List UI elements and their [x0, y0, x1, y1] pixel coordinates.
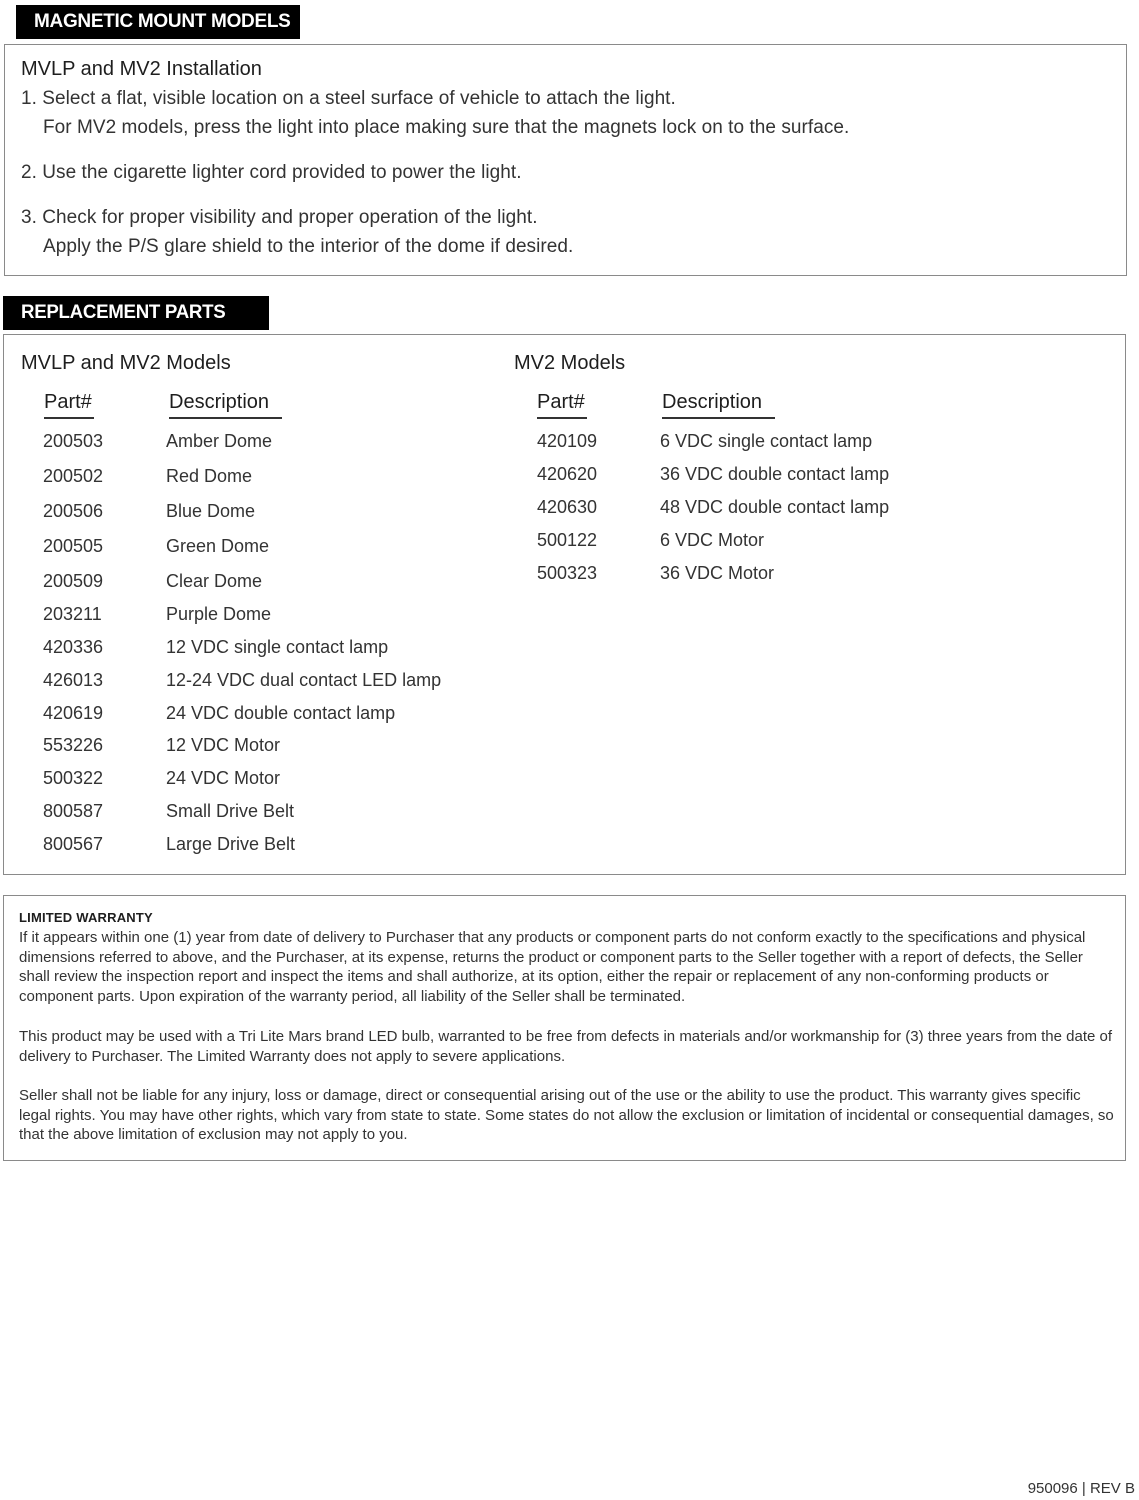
right-row-3-desc: 6 VDC Motor	[660, 530, 765, 550]
left-row-2-part: 200506	[43, 501, 104, 521]
install-step-3-line-2: Apply the P/S glare shield to the interior of the dome if desired.	[43, 236, 574, 257]
install-title: MVLP and MV2 Installation	[21, 58, 262, 80]
warranty-title: LIMITED WARRANTY	[19, 910, 153, 925]
install-step-2-line-1: 2. Use the cigarette lighter cord provided to power the light.	[21, 162, 522, 183]
warranty-paragraph-3: Seller shall not be liable for any injury, loss or damage, direct or consequential arising out of the use or the ability to use the product. This warranty gives specific legal rights. You may have other rights, which vary from state to state. Some states do not allow the exclusion or limitation of incidental or consequential damages, so that the above limitation of exclusion may not apply to you.	[19, 1087, 1114, 1144]
left-row-9-desc: 12 VDC Motor	[166, 735, 281, 755]
left-row-6-part: 420336	[43, 637, 104, 657]
warranty-paragraph-1: If it appears within one (1) year from date of delivery to Purchaser that any products or component parts do not conform exactly to the specifications and physical dimensions referred to above, and the Purchaser, at its expense, returns the product or component parts to the Seller together with a report of defects, the Seller shall review the inspection report and inspect the items and shall authorize, at its option, either the repair or replacement of any non-conforming products or component parts. Upon expiration of the warranty period, all liability of the Seller shall be terminated.	[19, 929, 1086, 1005]
left-row-8-part: 420619	[43, 703, 104, 723]
left-row-12-part: 800567	[43, 834, 104, 854]
left-row-8-desc: 24 VDC double contact lamp	[166, 703, 396, 723]
right-table-heading: MV2 Models	[514, 352, 626, 374]
left-table-col-desc-underline	[169, 417, 282, 419]
right-row-2-desc: 48 VDC double contact lamp	[660, 497, 890, 517]
install-section-tab-label: MAGNETIC MOUNT MODELS	[34, 11, 291, 32]
left-row-10-part: 500322	[43, 768, 104, 788]
left-row-11-desc: Small Drive Belt	[166, 801, 295, 821]
left-row-1-desc: Red Dome	[166, 466, 253, 486]
left-row-6-desc: 12 VDC single contact lamp	[166, 637, 389, 657]
left-row-11-part: 800587	[43, 801, 104, 821]
right-row-3-part: 500122	[537, 530, 598, 550]
right-row-0-desc: 6 VDC single contact lamp	[660, 431, 873, 451]
left-row-0-part: 200503	[43, 431, 104, 451]
left-row-3-desc: Green Dome	[166, 536, 270, 556]
left-row-3-part: 200505	[43, 536, 104, 556]
left-row-1-part: 200502	[43, 466, 104, 486]
left-row-4-part: 200509	[43, 571, 104, 591]
left-table-col-part: Part#	[44, 391, 92, 413]
left-row-9-part: 553226	[43, 735, 104, 755]
left-table-col-desc: Description	[169, 391, 270, 413]
right-row-0-part: 420109	[537, 431, 598, 451]
right-table-col-desc-underline	[662, 417, 775, 419]
left-row-2-desc: Blue Dome	[166, 501, 256, 521]
left-row-10-desc: 24 VDC Motor	[166, 768, 281, 788]
left-row-5-desc: Purple Dome	[166, 604, 272, 624]
left-row-12-desc: Large Drive Belt	[166, 834, 296, 854]
install-step-1-line-2: For MV2 models, press the light into place making sure that the magnets lock on to the surface.	[43, 117, 850, 138]
right-row-4-part: 500323	[537, 563, 598, 583]
left-row-5-part: 203211	[43, 604, 102, 624]
right-table-col-desc: Description	[662, 391, 763, 413]
right-row-1-desc: 36 VDC double contact lamp	[660, 464, 890, 484]
left-row-4-desc: Clear Dome	[166, 571, 263, 591]
right-table-col-part: Part#	[537, 391, 585, 413]
right-table-col-part-underline	[537, 417, 587, 419]
left-row-7-desc: 12-24 VDC dual contact LED lamp	[166, 670, 442, 690]
parts-section-tab-label: REPLACEMENT PARTS LIST	[21, 302, 226, 357]
parts-section-tab	[3, 296, 269, 357]
left-row-7-part: 426013	[43, 670, 104, 690]
right-row-4-desc: 36 VDC Motor	[660, 563, 775, 583]
install-step-1-line-1: 1. Select a flat, visible location on a steel surface of vehicle to attach the light.	[21, 88, 676, 109]
left-table-heading: MVLP and MV2 Models	[21, 352, 231, 374]
warranty-paragraph-2: This product may be used with a Tri Lite Mars brand LED bulb, warranted to be free from defects in materials and/or workmanship for (3) three years from the date of delivery to Purchaser. The Limited Warranty does not apply to severe applications.	[19, 1028, 1113, 1065]
right-row-2-part: 420630	[537, 497, 598, 517]
right-row-1-part: 420620	[537, 464, 598, 484]
install-section-tab	[16, 5, 300, 39]
install-step-3-line-1: 3. Check for proper visibility and proper operation of the light.	[21, 207, 538, 228]
left-table-col-part-underline	[44, 417, 94, 419]
document-revision-code: 950096 | REV B	[1027, 1480, 1135, 1497]
left-row-0-desc: Amber Dome	[166, 431, 273, 451]
